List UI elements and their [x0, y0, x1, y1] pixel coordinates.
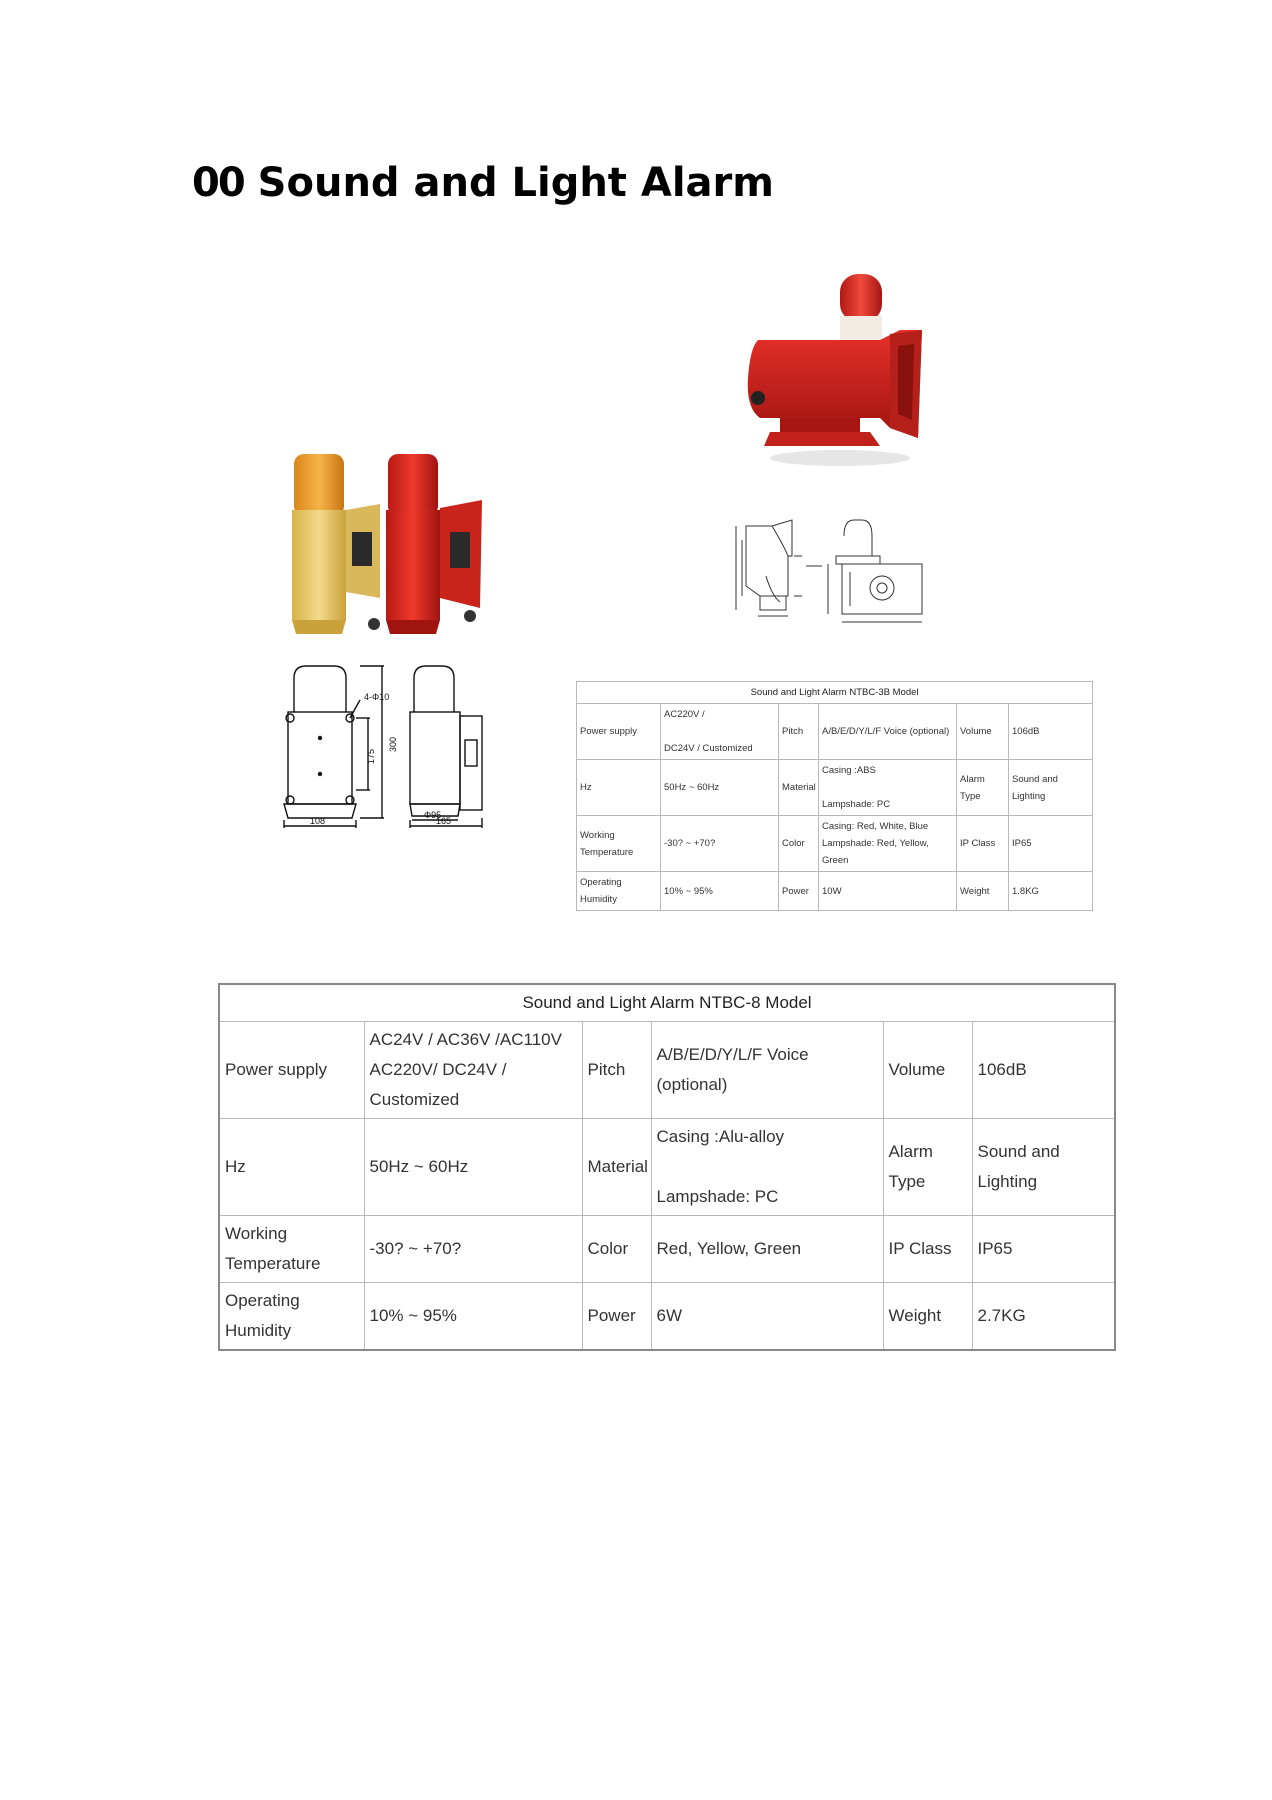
table-row	[219, 1119, 1115, 1216]
value-line	[657, 1152, 878, 1182]
value-line: Lighting	[977, 1172, 1038, 1191]
row-value: 106dB	[972, 1022, 1115, 1119]
row-label: Power	[582, 1283, 651, 1351]
row-label: Working Temperature	[577, 816, 661, 872]
value-line: Customized	[369, 1090, 460, 1109]
row-label: Operating Humidity	[577, 872, 661, 911]
row-value: 6W	[651, 1283, 883, 1351]
row-label: Weight	[883, 1283, 972, 1351]
row-label: Volume	[957, 704, 1009, 760]
row-value	[364, 1022, 582, 1119]
row-label: Material	[582, 1119, 651, 1216]
row-value: IP65	[1009, 816, 1093, 872]
row-value: -30? ~ +70?	[661, 816, 779, 872]
row-value	[661, 704, 779, 760]
section-number: 00	[192, 160, 244, 206]
value-line: AC220V/ DC24V /	[369, 1060, 507, 1079]
row-label: Alarm Type	[883, 1119, 972, 1216]
spec-table-ntbc-8	[218, 983, 1116, 1351]
row-value: 10% ~ 95%	[661, 872, 779, 911]
value-line: Casing :Alu-alloy	[656, 1127, 785, 1146]
section-heading	[192, 160, 774, 206]
row-value	[651, 1119, 883, 1216]
table-row	[577, 872, 1093, 911]
value-line: DC24V / Customized	[664, 743, 753, 754]
dim-diameter: Φ95	[424, 810, 442, 820]
value-line: Lampshade: PC	[656, 1187, 779, 1206]
row-value: 10W	[819, 872, 957, 911]
table-row	[219, 1216, 1115, 1283]
value-line: Sound and	[977, 1142, 1060, 1161]
row-label: Pitch	[779, 704, 819, 760]
dim-height-outer: 300	[388, 736, 398, 752]
value-line: Casing :ABS	[822, 765, 876, 776]
row-label: IP Class	[957, 816, 1009, 872]
horn-alarm-drawing	[732, 516, 954, 626]
row-value: Red, Yellow, Green	[651, 1216, 883, 1283]
table-row	[577, 760, 1093, 816]
dim-holes: 4-Φ10	[364, 692, 390, 702]
row-label: Operating Humidity	[219, 1283, 364, 1351]
horn-alarm-photo	[740, 268, 930, 468]
dim-height-inner: 175	[366, 748, 376, 764]
row-label: IP Class	[883, 1216, 972, 1283]
value-line: Sound and	[1012, 773, 1058, 785]
row-value	[1009, 760, 1093, 816]
row-label: Hz	[577, 760, 661, 816]
row-value: 50Hz ~ 60Hz	[661, 760, 779, 816]
row-value	[819, 816, 957, 872]
table-caption: Sound and Light Alarm NTBC-8 Model	[219, 984, 1115, 1022]
value-line: Lampshade: PC	[822, 799, 891, 810]
value-line: AC220V /	[664, 709, 705, 720]
twin-alarm-photo	[284, 448, 494, 638]
row-label: Power	[779, 872, 819, 911]
row-value	[972, 1119, 1115, 1216]
value-line: Lighting	[1012, 790, 1046, 802]
twin-alarm-drawing	[276, 660, 496, 830]
row-label: Material	[779, 760, 819, 816]
value-line: Green	[822, 855, 849, 866]
row-value: A/B/E/D/Y/L/F Voice (optional)	[819, 704, 957, 760]
row-label: Power supply	[219, 1022, 364, 1119]
row-value: IP65	[972, 1216, 1115, 1283]
row-value: 1.8KG	[1009, 872, 1093, 911]
value-line	[664, 723, 775, 740]
dim-width-side: 165	[436, 816, 452, 826]
row-value: 2.7KG	[972, 1283, 1115, 1351]
row-value: -30? ~ +70?	[364, 1216, 582, 1283]
row-label: Color	[582, 1216, 651, 1283]
row-label: Pitch	[582, 1022, 651, 1119]
table-row	[577, 816, 1093, 872]
row-label: Hz	[219, 1119, 364, 1216]
row-label: Color	[779, 816, 819, 872]
row-label: Volume	[883, 1022, 972, 1119]
row-value: 106dB	[1009, 704, 1093, 760]
row-label: Alarm Type	[957, 760, 1009, 816]
spec-table-ntbc-3b	[576, 681, 1093, 911]
row-value: 50Hz ~ 60Hz	[364, 1119, 582, 1216]
table-row	[577, 704, 1093, 760]
value-line: AC24V / AC36V /AC110V	[369, 1030, 562, 1049]
row-label: Power supply	[577, 704, 661, 760]
table-row	[219, 1283, 1115, 1351]
row-label: Weight	[957, 872, 1009, 911]
value-line: Lampshade: Red, Yellow,	[822, 838, 929, 849]
value-line	[822, 779, 953, 796]
dim-width-front: 108	[310, 816, 326, 826]
row-value: A/B/E/D/Y/L/F Voice (optional)	[651, 1022, 883, 1119]
row-label: Working Temperature	[219, 1216, 364, 1283]
section-title: Sound and Light Alarm	[257, 160, 774, 206]
row-value	[819, 760, 957, 816]
table-caption: Sound and Light Alarm NTBC-3B Model	[577, 682, 1093, 704]
row-value: 10% ~ 95%	[364, 1283, 582, 1351]
table-row	[219, 1022, 1115, 1119]
value-line: Casing: Red, White, Blue	[822, 821, 929, 832]
